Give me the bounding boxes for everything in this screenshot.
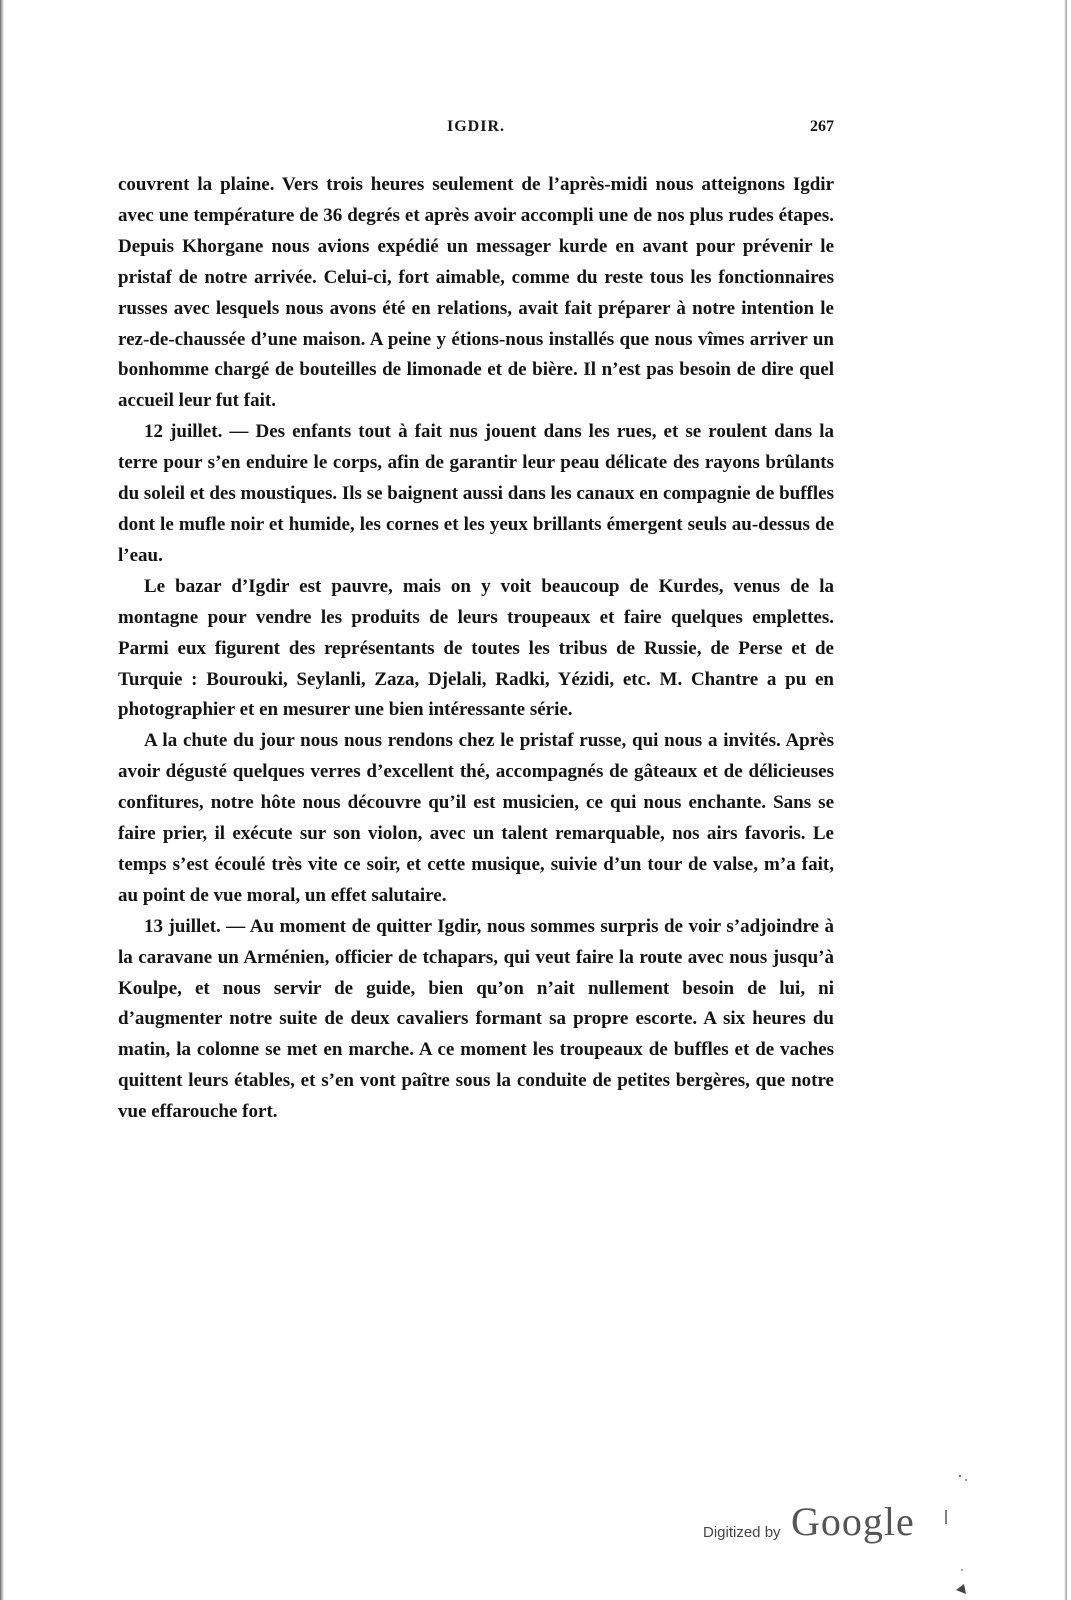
- scan-specks: [940, 1460, 980, 1600]
- digitized-watermark: [703, 1498, 933, 1548]
- body-text: [118, 170, 834, 1128]
- google-logo: Google: [791, 1499, 915, 1544]
- digitized-label: Digitized by: [703, 1524, 781, 1541]
- paragraph-5: 13 juillet. — Au moment de quitter Igdir, nous sommes surpris de voir s’adjoindre à la caravane un Arménien, officier de tchapars, qui veut faire la route avec nous jusqu’à Koulpe, et nous servir de guide, bien qu’on n’ait nullement besoin de lui, ni d’augmenter notre suite de deux cavaliers formant sa propre escorte. A six heures du matin, la colonne se met en marche. A ce moment les troupeaux de buffles et de vaches quittent leurs étables, et s’en vont paître sous la conduite de petites bergères, que notre vue effarouche fort.: [118, 915, 834, 1123]
- running-title: IGDIR.: [446, 118, 505, 135]
- paragraph-4: A la chute du jour nous nous rendons chez le pristaf russe, qui nous a invités. Après avoir dégusté quelques verres d’excellent thé, accompagnés de gâteaux et de délicieuses confitures, notre hôte nous découvre qu’il est musicien, ce qui nous enchante. Sans se faire prier, il exécute sur son violon, avec un talent remarquable, nos airs favoris. Le temps s’est écoulé très vite ce soir, et cette musique, suivie d’un tour de valse, m’a fait, au point de vue moral, un effet salutaire.: [118, 730, 834, 906]
- paragraph-1: couvrent la plaine. Vers trois heures seulement de l’après-midi nous atteignons Igdir avec une température de 36 degrés et après avoir accompli une de nos plus rudes étapes. Depuis Khorgane nous avions expédié un messager kurde en avant pour prévenir le pristaf de notre arrivée. Celui-ci, fort aimable, comme du reste tous les fonctionnaires russes avec lesquels nous avons été en relations, avait fait préparer à notre intention le rez-de-chaussée d’une maison. A peine y étions-nous installés que nous vîmes arriver un bonhomme chargé de bouteilles de limonade et de bière. Il n’est pas besoin de dire quel accueil leur fut fait.: [118, 174, 834, 412]
- page-left-edge: [0, 0, 4, 1600]
- running-head: [118, 118, 834, 142]
- paragraph-3: Le bazar d’Igdir est pauvre, mais on y voit beaucoup de Kurdes, venus de la montagne pour vendre les produits de leurs troupeaux et faire quelques emplettes. Parmi eux figurent des représentants de toutes les tribus de Russie, de Perse et de Turquie : Bourouki, Seylanli, Zaza, Djelali, Radki, Yézidi, etc. M. Chantre a pu en photographier et en mesurer une bien intéressante série.: [118, 575, 834, 721]
- paragraph-2: 12 juillet. — Des enfants tout à fait nus jouent dans les rues, et se roulent dans la terre pour s’en enduire le corps, afin de garantir leur peau délicate des rayons brûlants du soleil et des moustiques. Ils se baignent aussi dans les canaux en compagnie de buffles dont le mufle noir et humide, les cornes et les yeux brillants émergent seuls au-dessus de l’eau.: [118, 421, 834, 566]
- page-right-edge: [1064, 0, 1067, 1600]
- page-number: 267: [810, 118, 834, 135]
